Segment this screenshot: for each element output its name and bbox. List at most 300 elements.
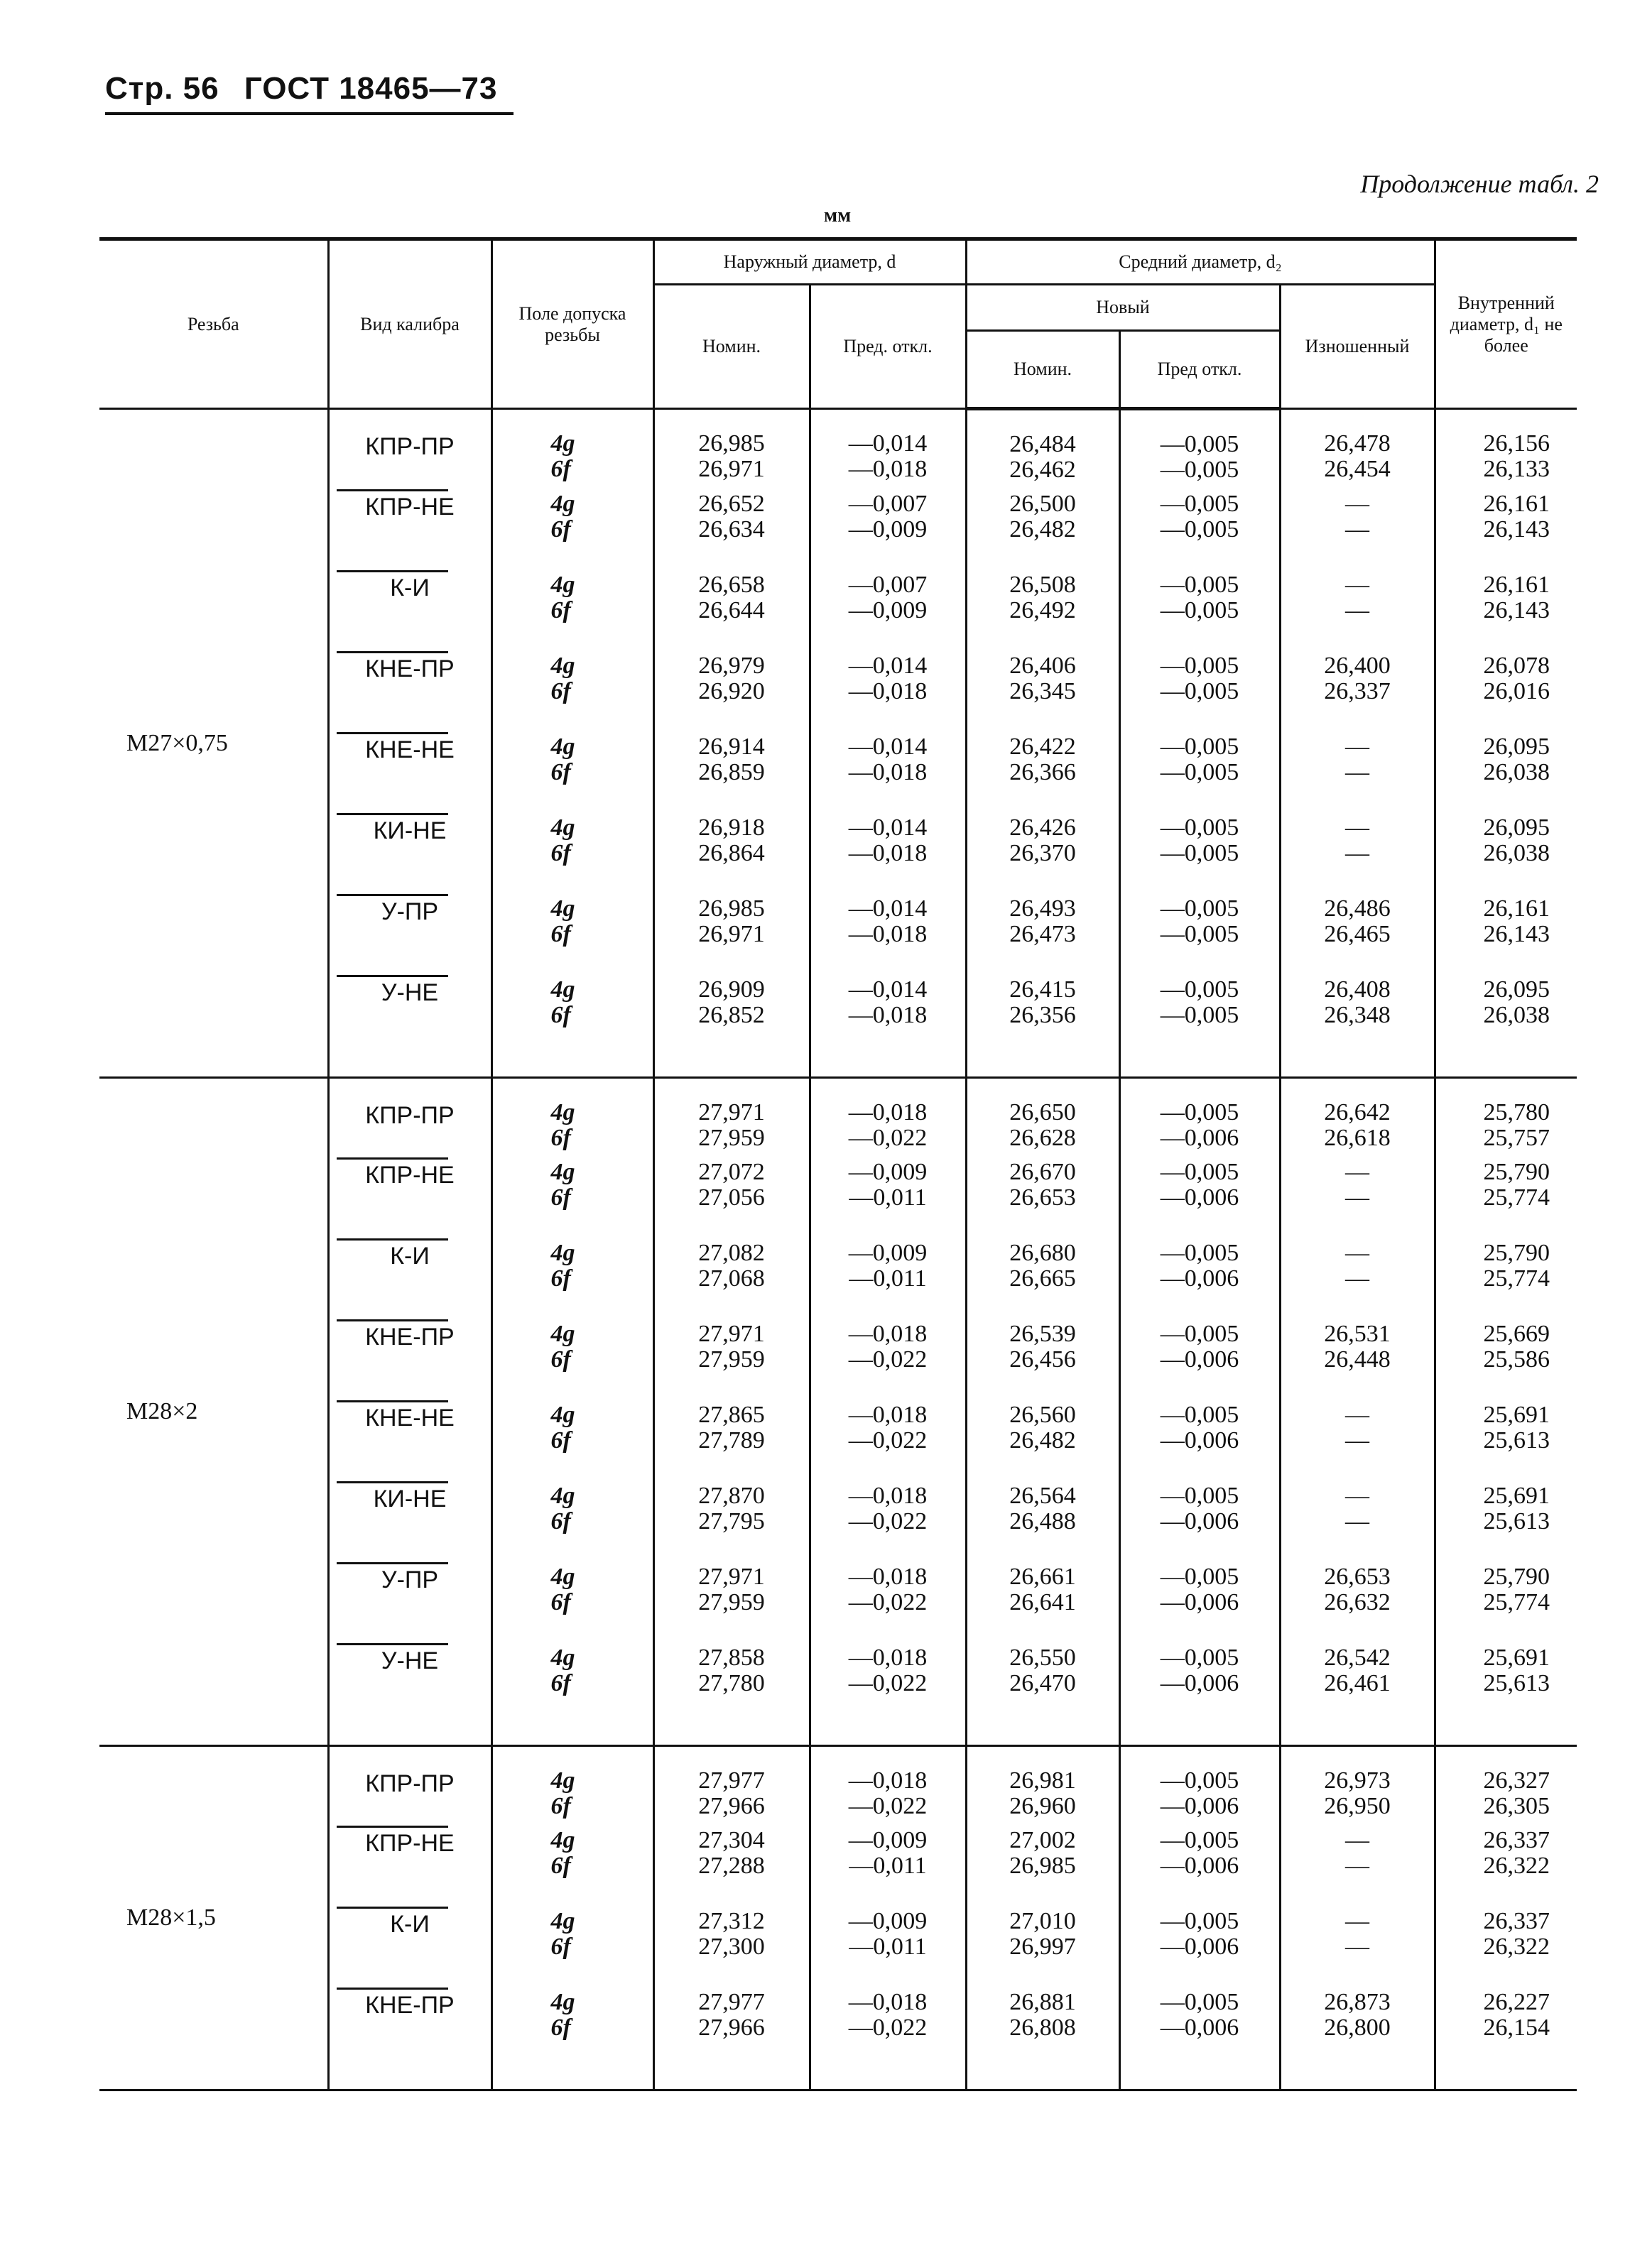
gauge-type	[328, 572, 491, 653]
worn-pitch-value: 26,486	[1324, 895, 1391, 922]
outer-deviation	[810, 1909, 966, 1990]
gauge-type-label: КИ-НЕ	[373, 817, 447, 844]
standard-number: ГОСТ 18465—73	[244, 71, 498, 106]
pitch-deviation-value: —0,005	[1160, 1645, 1239, 1671]
worn-pitch-value: —	[1345, 1159, 1370, 1185]
pitch-nominal-value: 26,456	[1009, 1346, 1076, 1373]
pitch-deviation-value: —0,005	[1160, 1827, 1239, 1853]
gauge-type	[328, 977, 491, 1078]
pitch-nominal	[966, 815, 1119, 896]
outer-deviation	[810, 1483, 966, 1564]
outer-deviation	[810, 1321, 966, 1402]
col-thread: Резьба	[99, 239, 328, 409]
outer-nominal	[653, 1990, 810, 2090]
col-gauge-type: Вид калибра	[328, 239, 491, 409]
pitch-deviation	[1119, 1746, 1280, 1828]
tolerance-field-value: 4g	[550, 491, 575, 517]
outer-deviation	[810, 1402, 966, 1483]
worn-pitch-value: —	[1345, 1483, 1370, 1509]
gauge-type-label: КПР-НЕ	[365, 494, 455, 520]
pitch-nominal-value: 26,493	[1009, 895, 1076, 922]
outer-nominal-value: 27,304	[698, 1827, 765, 1853]
outer-deviation-value: —0,018	[848, 1989, 928, 2015]
outer-deviation-value: —0,014	[848, 653, 928, 679]
gauge-type	[328, 1645, 491, 1746]
outer-nominal	[653, 1402, 810, 1483]
outer-deviation-value: —0,022	[848, 1793, 928, 1819]
worn-pitch-value: 26,400	[1324, 653, 1391, 679]
pitch-nominal-value: 26,406	[1009, 653, 1076, 679]
tolerance-field-value: 6f	[550, 597, 571, 623]
pitch-nominal-value: 26,564	[1009, 1483, 1076, 1509]
pitch-nominal	[966, 491, 1119, 572]
pitch-nominal-value: 26,661	[1009, 1564, 1076, 1590]
inner-diameter-value: 25,790	[1483, 1159, 1550, 1185]
inner-diameter	[1435, 653, 1577, 734]
gauge-type-label: КИ-НЕ	[373, 1485, 447, 1512]
pitch-deviation	[1119, 1564, 1280, 1645]
tolerance-field	[491, 1321, 653, 1402]
tolerance-field-value: 4g	[550, 430, 575, 457]
pitch-deviation-value: —0,006	[1160, 1125, 1239, 1151]
gauge-type-label: КПР-ПР	[365, 1770, 455, 1797]
pitch-nominal-value: 26,366	[1009, 759, 1076, 785]
inner-diameter	[1435, 1483, 1577, 1564]
table-row	[99, 409, 1577, 492]
outer-nominal-value: 26,864	[698, 840, 765, 866]
pitch-nominal-value: 26,560	[1009, 1402, 1076, 1428]
worn-pitch-value: —	[1345, 516, 1370, 543]
tolerance-field	[491, 409, 653, 492]
pitch-nominal	[966, 572, 1119, 653]
outer-nominal-value: 26,652	[698, 491, 765, 517]
pitch-nominal-value: 26,628	[1009, 1125, 1076, 1151]
inner-diameter	[1435, 1828, 1577, 1909]
outer-nominal	[653, 1483, 810, 1564]
outer-nominal-value: 27,300	[698, 1934, 765, 1960]
inner-diameter	[1435, 977, 1577, 1078]
worn-pitch	[1280, 1564, 1435, 1645]
col-outer-diameter: Наружный диаметр, d	[653, 239, 966, 285]
outer-deviation	[810, 977, 966, 1078]
pitch-nominal-value: 26,482	[1009, 1427, 1076, 1454]
outer-nominal	[653, 409, 810, 492]
outer-nominal-value: 27,971	[698, 1564, 765, 1590]
worn-pitch-value: —	[1345, 572, 1370, 598]
tolerance-field-value: 6f	[550, 1508, 571, 1534]
gauge-type	[328, 1402, 491, 1483]
outer-nominal	[653, 1746, 810, 1828]
outer-nominal-value: 27,959	[698, 1589, 765, 1615]
pitch-deviation	[1119, 1160, 1280, 1241]
worn-pitch-value: 26,478	[1324, 430, 1391, 457]
outer-deviation-value: —0,014	[848, 734, 928, 760]
inner-diameter	[1435, 1990, 1577, 2090]
outer-deviation	[810, 409, 966, 492]
outer-nominal-value: 27,959	[698, 1125, 765, 1151]
gauge-type-label: У-НЕ	[381, 1647, 439, 1674]
outer-nominal-value: 26,909	[698, 976, 765, 1003]
worn-pitch-value: —	[1345, 1265, 1370, 1292]
worn-pitch-value: —	[1345, 1827, 1370, 1853]
outer-deviation-value: —0,018	[848, 1321, 928, 1347]
worn-pitch	[1280, 1828, 1435, 1909]
pitch-nominal	[966, 1402, 1119, 1483]
worn-pitch	[1280, 896, 1435, 977]
outer-nominal-value: 26,658	[698, 572, 765, 598]
outer-nominal	[653, 1241, 810, 1321]
tolerance-field-value: 4g	[550, 814, 575, 841]
table-header	[99, 239, 1577, 409]
col-inner-diameter: Внутренний диаметр, d₁ не более	[1435, 239, 1577, 409]
worn-pitch	[1280, 1909, 1435, 1990]
outer-deviation-value: —0,009	[848, 1159, 928, 1185]
tolerance-field-value: 4g	[550, 1827, 575, 1853]
pitch-deviation-value: —0,005	[1160, 653, 1239, 679]
worn-pitch	[1280, 1241, 1435, 1321]
tolerance-field-value: 6f	[550, 2015, 571, 2041]
tolerance-field-value: 6f	[550, 1670, 571, 1696]
col-outer-deviation: Пред. откл.	[810, 285, 966, 409]
inner-diameter-value: 25,691	[1483, 1483, 1550, 1509]
outer-nominal	[653, 1160, 810, 1241]
outer-deviation	[810, 1746, 966, 1828]
pitch-deviation-value: —0,005	[1160, 678, 1239, 704]
outer-deviation-value: —0,022	[848, 1508, 928, 1534]
pitch-deviation	[1119, 896, 1280, 977]
inner-diameter	[1435, 896, 1577, 977]
worn-pitch-value: —	[1345, 597, 1370, 623]
pitch-nominal	[966, 1078, 1119, 1160]
worn-pitch-value: —	[1345, 759, 1370, 785]
inner-diameter-value: 26,156	[1483, 430, 1550, 457]
pitch-nominal-value: 26,665	[1009, 1265, 1076, 1292]
outer-deviation-value: —0,018	[848, 678, 928, 704]
inner-diameter-value: 26,143	[1483, 516, 1550, 543]
worn-pitch-value: 26,973	[1324, 1767, 1391, 1794]
col-outer-nominal: Номин.	[653, 285, 810, 409]
pitch-deviation-value: —0,006	[1160, 2015, 1239, 2041]
inner-diameter	[1435, 1402, 1577, 1483]
outer-nominal-value: 26,971	[698, 456, 765, 482]
pitch-deviation-value: —0,006	[1160, 1670, 1239, 1696]
outer-deviation-value: —0,007	[848, 491, 928, 517]
pitch-deviation-value: —0,005	[1160, 1908, 1239, 1934]
outer-deviation-value: —0,018	[848, 759, 928, 785]
worn-pitch-value: —	[1345, 734, 1370, 760]
outer-nominal	[653, 1909, 810, 1990]
pitch-deviation-value: —0,005	[1160, 491, 1239, 517]
worn-pitch-value: 26,531	[1324, 1321, 1391, 1347]
outer-deviation-value: —0,022	[848, 2015, 928, 2041]
outer-nominal-value: 27,870	[698, 1483, 765, 1509]
gauge-type	[328, 815, 491, 896]
outer-deviation-value: —0,007	[848, 572, 928, 598]
pitch-deviation	[1119, 1483, 1280, 1564]
outer-nominal-value: 26,634	[698, 516, 765, 543]
gauge-type	[328, 1078, 491, 1160]
pitch-deviation	[1119, 491, 1280, 572]
outer-deviation	[810, 1990, 966, 2090]
tolerance-field	[491, 1483, 653, 1564]
outer-deviation-value: —0,018	[848, 921, 928, 947]
pitch-nominal-value: 26,345	[1009, 678, 1076, 704]
thread-designation: М27×0,75	[99, 409, 328, 1078]
pitch-nominal-value: 26,356	[1009, 1002, 1076, 1028]
outer-nominal	[653, 977, 810, 1078]
tolerance-field-value: 4g	[550, 1767, 575, 1794]
col-pitch-deviation: Пред откл.	[1119, 331, 1280, 409]
inner-diameter-value: 26,143	[1483, 921, 1550, 947]
outer-nominal-value: 26,985	[698, 895, 765, 922]
pitch-nominal-value: 26,415	[1009, 976, 1076, 1003]
tolerance-field-value: 6f	[550, 1427, 571, 1454]
pitch-nominal-value: 26,488	[1009, 1508, 1076, 1534]
table-continuation-note: Продолжение табл. 2	[1360, 170, 1599, 198]
tolerance-field-value: 6f	[550, 1265, 571, 1292]
pitch-deviation-value: —0,006	[1160, 1427, 1239, 1454]
outer-deviation	[810, 1160, 966, 1241]
tolerance-field-value: 4g	[550, 976, 575, 1003]
inner-diameter	[1435, 1241, 1577, 1321]
pitch-deviation-value: —0,005	[1160, 1483, 1239, 1509]
pitch-deviation-value: —0,005	[1160, 1240, 1239, 1266]
outer-nominal	[653, 1321, 810, 1402]
pitch-deviation	[1119, 409, 1280, 492]
pitch-nominal-value: 26,881	[1009, 1989, 1076, 2015]
worn-pitch-value: —	[1345, 1402, 1370, 1428]
outer-deviation	[810, 1564, 966, 1645]
pitch-nominal	[966, 653, 1119, 734]
outer-nominal-value: 26,920	[698, 678, 765, 704]
pitch-deviation-value: —0,005	[1160, 895, 1239, 922]
tolerance-field	[491, 1402, 653, 1483]
outer-deviation	[810, 896, 966, 977]
outer-nominal-value: 27,977	[698, 1989, 765, 2015]
outer-nominal	[653, 491, 810, 572]
outer-deviation-value: —0,022	[848, 1125, 928, 1151]
worn-pitch-value: 26,618	[1324, 1125, 1391, 1151]
pitch-nominal-value: 26,670	[1009, 1159, 1076, 1185]
worn-pitch-value: 26,950	[1324, 1793, 1391, 1819]
inner-diameter	[1435, 1746, 1577, 1828]
outer-deviation-value: —0,009	[848, 597, 928, 623]
inner-diameter-value: 26,337	[1483, 1827, 1550, 1853]
worn-pitch	[1280, 1160, 1435, 1241]
outer-deviation-value: —0,018	[848, 456, 928, 482]
pitch-nominal	[966, 896, 1119, 977]
inner-diameter	[1435, 815, 1577, 896]
worn-pitch	[1280, 409, 1435, 492]
inner-diameter	[1435, 491, 1577, 572]
tolerance-field-value: 4g	[550, 653, 575, 679]
pitch-nominal-value: 26,422	[1009, 734, 1076, 760]
worn-pitch	[1280, 1990, 1435, 2090]
pitch-nominal	[966, 1564, 1119, 1645]
outer-deviation	[810, 491, 966, 572]
outer-nominal-value: 27,780	[698, 1670, 765, 1696]
worn-pitch-value: 26,337	[1324, 678, 1391, 704]
outer-nominal-value: 27,966	[698, 2015, 765, 2041]
gauge-type-label: У-НЕ	[381, 979, 439, 1006]
outer-deviation	[810, 1078, 966, 1160]
pitch-deviation-value: —0,005	[1160, 1989, 1239, 2015]
worn-pitch-value: 26,632	[1324, 1589, 1391, 1615]
outer-nominal-value: 26,971	[698, 921, 765, 947]
outer-deviation-value: —0,011	[849, 1184, 927, 1211]
pitch-nominal-value: 26,680	[1009, 1240, 1076, 1266]
inner-diameter-value: 26,161	[1483, 572, 1550, 598]
outer-nominal-value: 26,918	[698, 814, 765, 841]
inner-diameter	[1435, 1645, 1577, 1746]
tolerance-field	[491, 1564, 653, 1645]
tolerance-field-value: 4g	[550, 734, 575, 760]
outer-deviation	[810, 572, 966, 653]
outer-deviation-value: —0,014	[848, 814, 928, 841]
outer-nominal	[653, 653, 810, 734]
pitch-nominal-value: 26,500	[1009, 491, 1076, 517]
tolerance-field	[491, 1746, 653, 1828]
tolerance-field-value: 6f	[550, 456, 571, 482]
outer-nominal-value: 27,858	[698, 1645, 765, 1671]
outer-deviation-value: —0,011	[849, 1934, 927, 1960]
inner-diameter-value: 25,691	[1483, 1645, 1550, 1671]
tolerance-field	[491, 977, 653, 1078]
inner-diameter-value: 25,780	[1483, 1099, 1550, 1125]
outer-deviation	[810, 1645, 966, 1746]
worn-pitch-value: —	[1345, 840, 1370, 866]
inner-diameter-value: 26,095	[1483, 734, 1550, 760]
worn-pitch-value: 26,642	[1324, 1099, 1391, 1125]
worn-pitch-value: —	[1345, 491, 1370, 517]
outer-nominal-value: 27,865	[698, 1402, 765, 1428]
outer-deviation-value: —0,011	[849, 1853, 927, 1879]
pitch-deviation-value: —0,006	[1160, 1346, 1239, 1373]
inner-diameter-value: 25,613	[1483, 1670, 1550, 1696]
inner-diameter	[1435, 1078, 1577, 1160]
inner-diameter-value: 25,613	[1483, 1427, 1550, 1454]
col-tolerance-field: Поле допуска резьбы	[491, 239, 653, 409]
pitch-deviation-value: —0,006	[1160, 1265, 1239, 1292]
pitch-deviation	[1119, 1241, 1280, 1321]
outer-nominal	[653, 815, 810, 896]
worn-pitch-value: —	[1345, 1908, 1370, 1934]
tolerance-field-value: 4g	[550, 1483, 575, 1509]
tolerance-field-value: 6f	[550, 1002, 571, 1028]
tolerance-field	[491, 1241, 653, 1321]
inner-diameter	[1435, 734, 1577, 815]
inner-diameter-value: 26,305	[1483, 1793, 1550, 1819]
worn-pitch-value: —	[1345, 1240, 1370, 1266]
outer-nominal-value: 27,789	[698, 1427, 765, 1454]
pitch-nominal	[966, 1241, 1119, 1321]
pitch-deviation-value: —0,005	[1160, 840, 1239, 866]
inner-diameter-value: 26,038	[1483, 1002, 1550, 1028]
inner-diameter-value: 26,038	[1483, 759, 1550, 785]
gauge-type-label: К-И	[390, 1911, 430, 1938]
pitch-deviation-value: —0,005	[1160, 1564, 1239, 1590]
outer-nominal-value: 27,971	[698, 1099, 765, 1125]
outer-nominal-value: 26,859	[698, 759, 765, 785]
outer-nominal-value: 27,966	[698, 1793, 765, 1819]
tolerance-field-value: 4g	[550, 1321, 575, 1347]
gauge-type	[328, 1564, 491, 1645]
outer-deviation-value: —0,018	[848, 1483, 928, 1509]
pitch-nominal-value: 26,492	[1009, 597, 1076, 623]
gauge-type-label: КНЕ-НЕ	[365, 1405, 455, 1432]
outer-deviation-value: —0,018	[848, 1564, 928, 1590]
pitch-nominal-value: 26,370	[1009, 840, 1076, 866]
outer-deviation-value: —0,018	[848, 1002, 928, 1028]
outer-nominal-value: 26,979	[698, 653, 765, 679]
inner-diameter-value: 26,337	[1483, 1908, 1550, 1934]
outer-deviation-value: —0,018	[848, 1099, 928, 1125]
tolerance-field-value: 4g	[550, 1402, 575, 1428]
outer-deviation	[810, 734, 966, 815]
gauge-type-label: КПР-НЕ	[365, 1162, 455, 1189]
pitch-deviation-value: —0,005	[1160, 1159, 1239, 1185]
inner-diameter-value: 25,774	[1483, 1265, 1550, 1292]
pitch-deviation	[1119, 1402, 1280, 1483]
inner-diameter	[1435, 1321, 1577, 1402]
pitch-deviation	[1119, 653, 1280, 734]
inner-diameter-value: 26,154	[1483, 2015, 1550, 2041]
pitch-deviation-value: —0,005	[1160, 1099, 1239, 1125]
pitch-deviation-value: —0,005	[1160, 457, 1239, 483]
inner-diameter-value: 26,078	[1483, 653, 1550, 679]
outer-nominal-value: 27,068	[698, 1265, 765, 1292]
worn-pitch-value: —	[1345, 814, 1370, 841]
gauge-type	[328, 1746, 491, 1828]
outer-nominal	[653, 1645, 810, 1746]
pitch-deviation	[1119, 1321, 1280, 1402]
gauge-type-label: КНЕ-ПР	[365, 1992, 455, 2019]
gauge-type-label: КНЕ-ПР	[365, 655, 455, 682]
pitch-nominal	[966, 977, 1119, 1078]
pitch-nominal	[966, 1321, 1119, 1402]
gauge-type	[328, 1909, 491, 1990]
inner-diameter-value: 26,133	[1483, 456, 1550, 482]
table-row	[99, 1746, 1577, 1828]
pitch-nominal	[966, 1909, 1119, 1990]
outer-nominal-value: 27,072	[698, 1159, 765, 1185]
outer-deviation-value: —0,014	[848, 976, 928, 1003]
pitch-deviation	[1119, 815, 1280, 896]
outer-nominal-value: 27,959	[698, 1346, 765, 1373]
gauge-type-label: К-И	[390, 574, 430, 601]
pitch-deviation-value: —0,006	[1160, 1508, 1239, 1534]
pitch-deviation-value: —0,005	[1160, 1767, 1239, 1794]
thread-designation: М28×1,5	[99, 1746, 328, 2090]
worn-pitch-value: 26,465	[1324, 921, 1391, 947]
tolerance-field	[491, 1909, 653, 1990]
pitch-nominal-value: 26,650	[1009, 1099, 1076, 1125]
worn-pitch	[1280, 1402, 1435, 1483]
inner-diameter-value: 26,227	[1483, 1989, 1550, 2015]
pitch-nominal-value: 26,550	[1009, 1645, 1076, 1671]
gauge-type-label: КПР-ПР	[365, 1102, 455, 1129]
worn-pitch-value: —	[1345, 1508, 1370, 1534]
tolerance-field-value: 6f	[550, 1125, 571, 1151]
outer-nominal-value: 26,985	[698, 430, 765, 457]
tolerance-field-value: 4g	[550, 1908, 575, 1934]
outer-nominal-value: 27,082	[698, 1240, 765, 1266]
pitch-deviation-value: —0,006	[1160, 1184, 1239, 1211]
pitch-deviation-value: —0,005	[1160, 1402, 1239, 1428]
pitch-deviation	[1119, 977, 1280, 1078]
tolerance-field-value: 6f	[550, 1184, 571, 1211]
tolerance-field	[491, 1160, 653, 1241]
